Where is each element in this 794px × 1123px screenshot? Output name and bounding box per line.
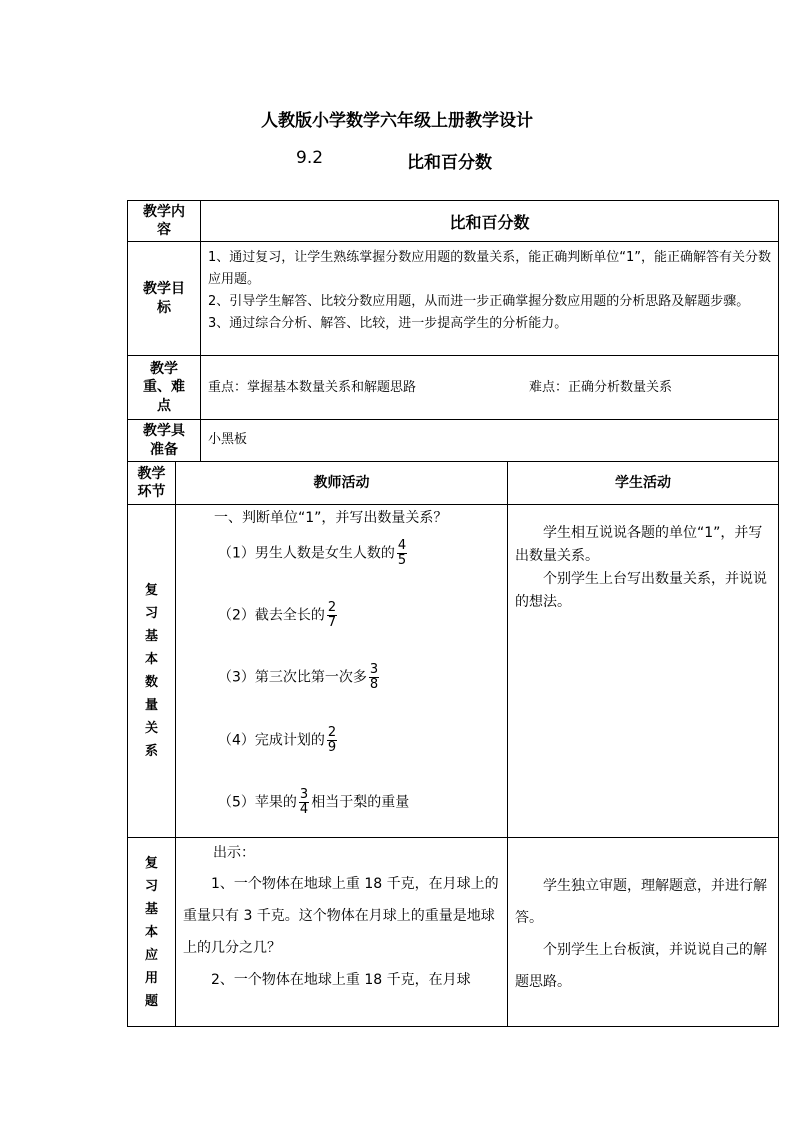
section1-stage: 复习基本数量关系 <box>144 583 158 759</box>
section2-student-text-2: 个别学生上台板演，并说说自己的解题思路。 <box>515 942 767 990</box>
goal-2: 2、引导学生解答、比较分数应用题，从而进一步正确掌握分数应用题的分析思路及解题步骤。 <box>208 294 750 309</box>
fraction-2 <box>327 601 337 630</box>
fraction-5-denominator: 4 <box>299 802 309 817</box>
section2-show: 出示： <box>213 845 255 861</box>
content-label: 教学内容 <box>143 203 185 238</box>
item-5-suffix: 相当于梨的重量 <box>311 794 410 811</box>
key-cell <box>200 355 779 420</box>
fraction-4-denominator: 9 <box>327 740 337 755</box>
tools-label-cell <box>127 419 201 462</box>
stage-header: 教学环节 <box>137 465 166 500</box>
student-header-cell <box>507 461 779 505</box>
difficulty-point: 难点：正确分析数量关系 <box>529 380 673 395</box>
goals-cell <box>200 241 779 356</box>
fraction-1-numerator: 4 <box>397 538 407 553</box>
content-label-cell <box>127 200 201 242</box>
key-point: 重点：掌握基本数量关系和解题思路 <box>208 380 417 395</box>
section2-stage: 复习基本应用题 <box>144 855 158 1009</box>
fraction-3-denominator: 8 <box>369 677 379 692</box>
student-header: 学生活动 <box>615 474 671 491</box>
item-1 <box>218 539 409 568</box>
fraction-4 <box>327 726 337 755</box>
key-label: 教学重、难点 <box>143 361 185 414</box>
section2-teacher-cell <box>175 837 508 1027</box>
content-value: 比和百分数 <box>449 212 530 232</box>
section1-student-text-2: 个别学生上台写出数量关系，并说说的想法。 <box>515 571 767 610</box>
section1-student-cell <box>507 504 779 838</box>
item-4 <box>218 726 339 755</box>
teacher-header-cell <box>175 461 508 505</box>
section1-teacher-cell <box>175 504 508 838</box>
section2-student-text-1: 学生独立审题，理解题意，并进行解答。 <box>515 878 767 926</box>
item-2 <box>218 601 339 630</box>
item-3 <box>218 663 381 692</box>
item-5 <box>218 788 409 817</box>
item-5-text: （5）苹果的 <box>218 794 297 811</box>
content-value-cell <box>200 200 779 242</box>
document-title: 人教版小学数学六年级上册教学设计 <box>261 111 533 131</box>
fraction-1 <box>397 539 407 568</box>
fraction-3-numerator: 3 <box>369 662 379 677</box>
section1-intro: 一、判断单位“1”，并写出数量关系？ <box>214 510 448 526</box>
section1-student-text-1: 学生相互说说各题的单位“1”，并写出数量关系。 <box>515 525 763 564</box>
section2-stage-cell <box>127 837 176 1027</box>
key-label-cell <box>127 355 201 420</box>
stage-header-cell <box>127 461 176 505</box>
tools-label: 教学具准备 <box>143 423 185 458</box>
lesson-name: 比和百分数 <box>407 153 492 173</box>
item-2-text: （2）截去全长的 <box>218 607 325 624</box>
item-4-text: （4）完成计划的 <box>218 732 325 749</box>
goals-label-cell <box>127 241 201 356</box>
section2-student-cell <box>507 837 779 1027</box>
section1-stage-cell <box>127 504 176 838</box>
fraction-1-denominator: 5 <box>397 553 407 568</box>
item-3-text: （3）第三次比第一次多 <box>218 669 367 686</box>
fraction-2-denominator: 7 <box>327 615 337 630</box>
fraction-2-numerator: 2 <box>327 600 337 615</box>
goal-1: 1、通过复习，让学生熟练掌握分数应用题的数量关系，能正确判断单位“1”，能正确解答有关分数应用题。 <box>208 250 772 287</box>
teacher-header: 教师活动 <box>313 474 370 491</box>
problem-2: 2、一个物体在地球上重 18 千克，在月球 <box>211 972 471 988</box>
item-1-text: （1）男生人数是女生人数的 <box>218 545 395 562</box>
tools-cell <box>200 419 779 462</box>
fraction-4-numerator: 2 <box>327 725 337 740</box>
goal-3: 3、通过综合分析、解答、比较，进一步提高学生的分析能力。 <box>208 316 568 331</box>
tools-value: 小黑板 <box>208 432 248 447</box>
problem-1: 1、一个物体在地球上重 18 千克，在月球上的重量只有 3 千克。这个物体在月球上的重量是地球上的几分之几？ <box>183 876 499 956</box>
goals-label: 教学目标 <box>143 281 185 316</box>
fraction-5 <box>299 788 309 817</box>
fraction-5-numerator: 3 <box>299 787 309 802</box>
fraction-3 <box>369 663 379 692</box>
lesson-number: 9.2 <box>296 148 324 168</box>
